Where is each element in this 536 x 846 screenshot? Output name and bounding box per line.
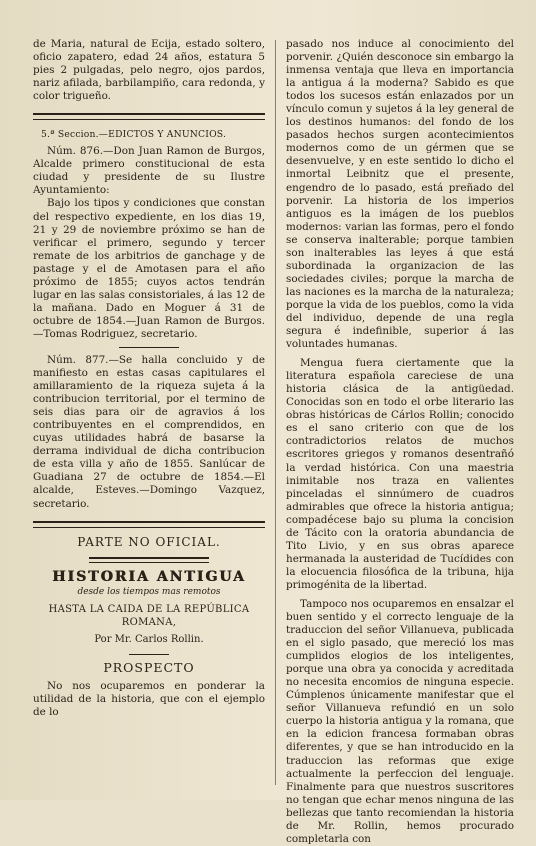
heading-divider — [89, 557, 209, 563]
left-column — [33, 38, 265, 719]
prospecto-paragraph-2: Mengua fuera ciertamente que la literatura española careciese de una historia clásica de la antigüedad. Conocidas son en todo el orbe literario las obras históricas de Cárlos Rollin; conocido es el sano criterio con que de los contradictorios relatos de muchos escritores griegos y romanos desentrañó la verdad histórica. Con una maestria inimitable nos traza en valientes pinceladas el sinnúmero de cuadros admirables que ofrece la historia antigua; compadécese bajo su pluma la concision de Tácito con la oratoria abundancia de Tito Livio, y en sus obras aparece hermanada la austeridad de Tucídides con la elocuencia filosófica de la tribuna, hija primogénita de la libertad. — [286, 357, 514, 591]
prospecto-paragraph-start: No nos ocuparemos en ponderar la utilidad de la historia, que con el ejemplo de lo — [33, 679, 265, 718]
notice-876-header: Núm. 876.—Don Juan Ramon de Burgos, Alcalde primero constitucional de esta ciudad y presidente de su Ilustre Ayuntamiento: — [33, 145, 265, 197]
author-line: Por Mr. Carlos Rollin. — [94, 633, 204, 645]
section-divider-2 — [33, 521, 265, 528]
prospecto-paragraph-3: Tampoco nos ocuparemos en ensalzar el buen sentido y el correcto lenguaje de la traduccion del señor Villanueva, publicada en el siglo pasado, que mereció los mas cumplidos elogios de los inteligentes, porque una obra ya conocida y acreditada no necesita encomios de ninguna especie. Cúmplenos únicamente manifestar que el señor Villanueva refundió en un solo cuerpo la historia antigua y la romana, que en la edicion francesa formaban obras diferentes, y que se han introducido en la traduccion las reformas que exige actualmente la perfeccion del lenguaje. Finalmente para que nuestros suscritores no tengan que echar menos ninguna de las bellezas que tanto recomiendan la historia de Mr. Rollin, hemos procurado completarla con — [286, 597, 514, 845]
notice-876-body: Bajo los tipos y condiciones que constan del respectivo expediente, en los dias 19, 21 y 29 de noviembre próximo se han de verificar el primero, segundo y tercer remate de los arbitrios de ganchage y de pastage y el de Amotasen para el año próximo de 1855; cuyos actos tendrán lugar en las salas consistoriales, á las 12 de la mañana. Dado en Moguer á 31 de octubre de 1854.—Juan Ramon de Burgos.—Tomas Rodriguez, secretario. — [33, 197, 265, 340]
prospecto-paragraph-1-cont: pasado nos induce al conocimiento del porvenir. ¿Quién desconoce sin embargo la inmensa ventaja que lleva en importancia la antigua á la moderna? Sabido es que todos los sucesos están enlazados por un vínculo comun y sujetos á la ley general de los destinos humanos: del fondo de los pasados hechos surgen acontecimientos modernos como de un gérmen que se desenvuelve, y en este sentido lo dicho el inmortal Leibnitz que el presente, engendro de lo pasado, está preñado del porvenir. La historia de los imperios antiguos es la imágen de los pueblos modernos: varian las formas, pero el fondo se conserva inalterable; porque tambien son inalterables las leyes á que está subordinada la organizacion de las sociedades civiles; porque la marcha de las naciones es la marcha de la naturaleza; porque la vida de los pueblos, como la vida del individuo, depende de una regla segura é indefinible, superior á las voluntades humanas. — [286, 38, 514, 351]
parte-no-oficial-heading: PARTE NO OFICIAL. — [77, 534, 221, 549]
author-divider — [129, 654, 169, 655]
section-heading-edictos: 5.ª Seccion.—EDICTOS Y ANUNCIOS. — [41, 129, 227, 141]
right-column — [286, 38, 514, 846]
historia-antigua-title: HISTORIA ANTIGUA — [52, 568, 246, 585]
left-paragraph-continuation: de Maria, natural de Ecija, estado soltero, oficio zapatero, edad 24 años, estatura 5 pies 2 pulgadas, pelo negro, ojos pardos, nariz afilada, barbilampiño, cara redonda, y color trigueño. — [33, 38, 265, 103]
subtitle-desde: desde los tiempos mas remotos — [77, 586, 221, 597]
prospecto-heading: PROSPECTO — [103, 659, 195, 675]
notice-877-body: Núm. 877.—Se halla concluido y de manifiesto en estas casas capitulares el amillaramiento de la riqueza sujeta á la contribucion territorial, por el termino de seis dias para oir de agravios á los contribuyentes en el comprendidos, en cuyas utilidades habrá de basarse la derrama individual de dicha contribucion de esta villa y año de 1855. Sanlúcar de Guadiana 27 de octubre de 1854.—El alcalde, Esteves.—Domingo Vazquez, secretario. — [33, 353, 265, 510]
subtitle-hasta: HASTA LA CAIDA DE LA REPÚBLICA ROMANA, — [48, 603, 250, 628]
section-divider — [33, 113, 265, 120]
notice-divider — [119, 347, 179, 348]
column-divider — [275, 40, 276, 785]
